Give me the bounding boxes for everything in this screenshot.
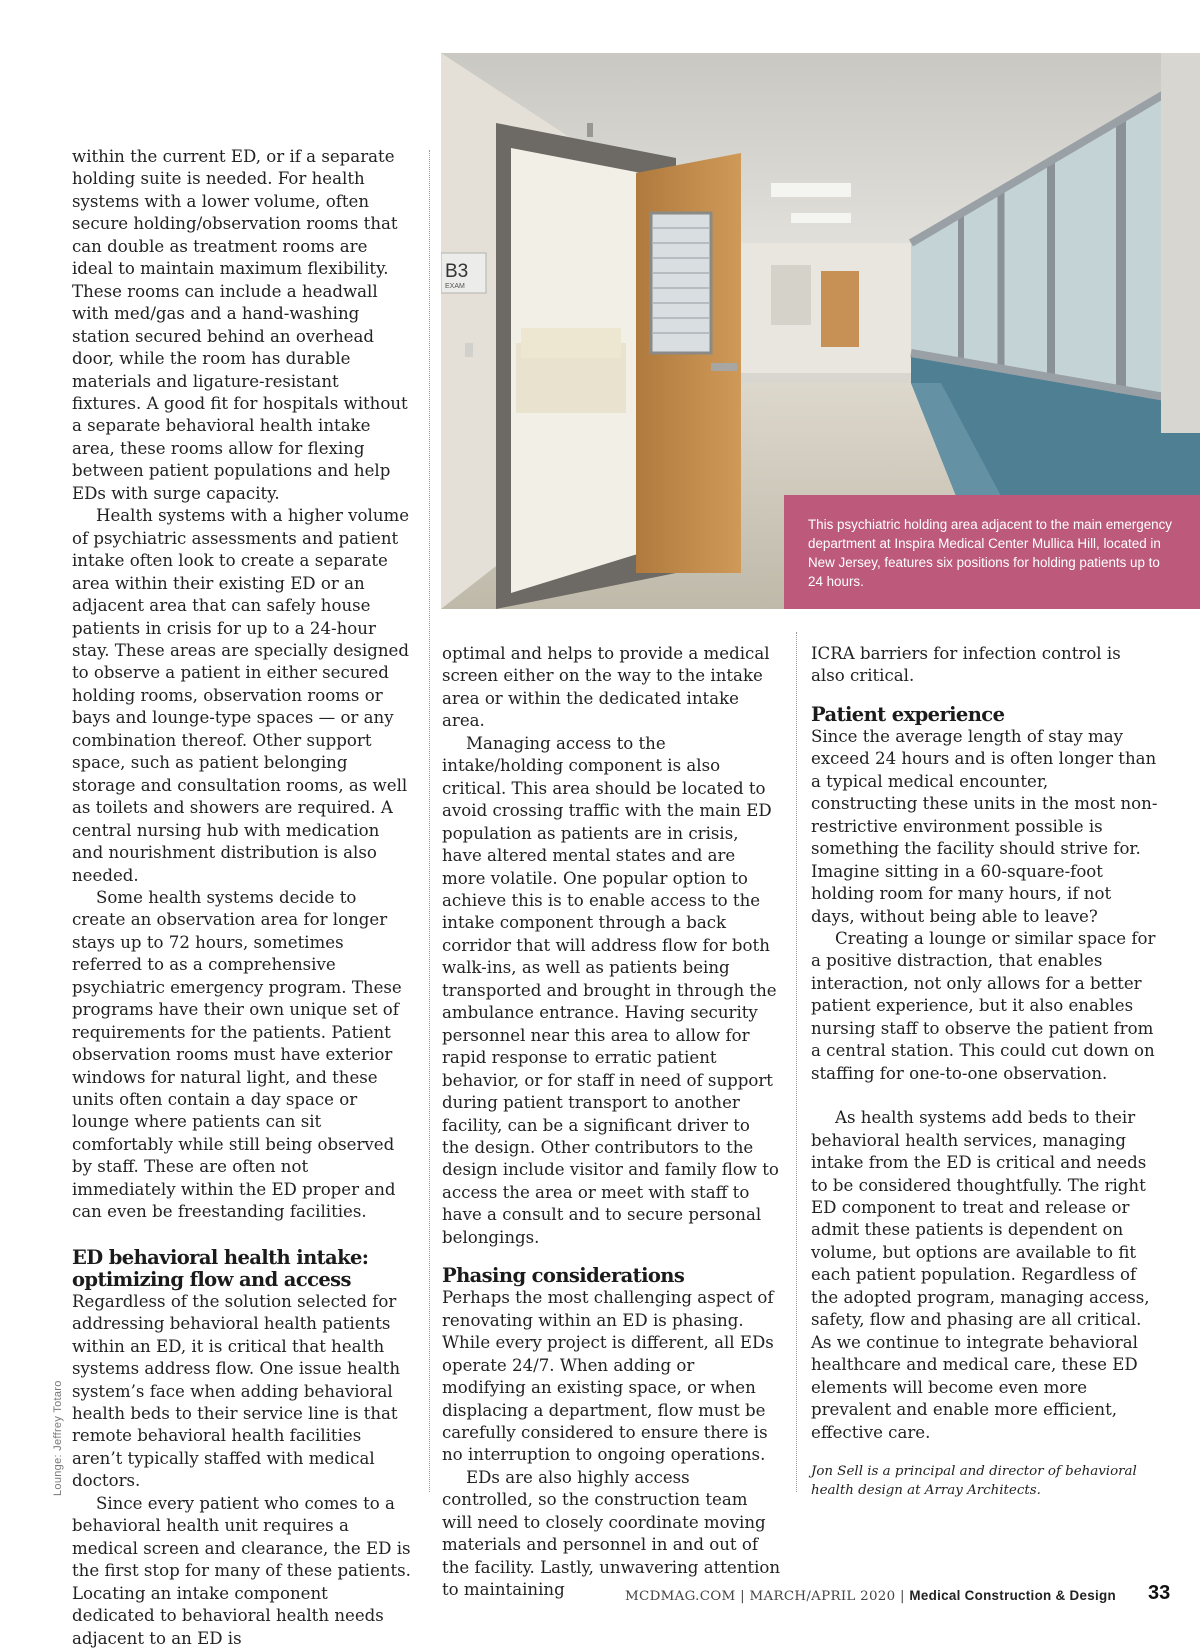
- page-footer: MCDMAG.COM | MARCH/APRIL 2020 | Medical Construction & Design: [625, 1588, 1116, 1604]
- photo-caption: This psychiatric holding area adjacent to the main emergency department at Inspira Medical Center Mullica Hill, located in New Jersey, features six positions for holding patients up to 24 hours.: [784, 495, 1200, 609]
- room-sign-sub: EXAM: [445, 283, 465, 290]
- paragraph: within the current ED, or if a separate holding suite is needed. For health systems with a lower volume, often secure holding/observation rooms that can double as treatment rooms are ideal to maintain maximum flexibility. These rooms can include a headwall with med/gas and a hand-washing station secured behind an overhead door, while the room has durable materials and ligature-resistant fixtures. A good fit for hospitals without a separate behavioral health intake area, these rooms allow for flexing between patient populations and help EDs with surge capacity.: [72, 147, 408, 503]
- footer-issue: MARCH/APRIL 2020: [749, 1589, 896, 1604]
- column-rule-1: [429, 150, 430, 1492]
- paragraph: optimal and helps to provide a medical screen either on the way to the intake area or within the dedicated intake area.: [442, 644, 770, 731]
- paragraph: Creating a lounge or similar space for a positive distraction, that enables interaction, not only allows for a better patient experience, but it also enables nursing staff to observe the patient from a central station. This could cut down on staffing for one-to-one observation.: [811, 928, 1156, 1083]
- article-column-2: [442, 643, 782, 1602]
- photo-credit: Lounge: Jeffrey Totaro: [52, 1380, 64, 1496]
- paragraph: ICRA barriers for infection control is also critical.: [811, 644, 1121, 686]
- paragraph: Managing access to the intake/holding component is also critical. This area should be located to avoid crossing traffic with the main ED population as patients are in crisis, have altered mental states and are more volatile. One popular option to achieve this is to enable access to the intake component through a back corridor that will address flow for both walk-ins, as well as patients being transported and brought in through the ambulance entrance. Having security personnel near this area to allow for rapid response to erratic patient behavior, or for staff in need of support during patient transport to another facility, can be a significant driver to the design. Other contributors to the design include visitor and family flow to access the area or meet with staff to have a consult and to secure personal belongings.: [442, 733, 779, 1247]
- page-number: 33: [1148, 1582, 1171, 1604]
- article-column-1: [72, 146, 412, 1650]
- paragraph: Some health systems decide to create an observation area for longer stays up to 72 hours, sometimes referred to as a comprehensive psychiatric emergency program. These programs have their own unique set of requirements for the patients. Patient observation rooms must have exterior windows for natural light, and these units often contain a day space or lounge where patients can sit comfortably while still being observed by staff. These are often not immediately within the ED proper and can even be freestanding facilities.: [72, 887, 402, 1222]
- footer-magazine: Medical Construction & Design: [909, 1588, 1116, 1603]
- footer-site: MCDMAG.COM: [625, 1589, 736, 1604]
- paragraph: Health systems with a higher volume of psychiatric assessments and patient intake often look to create a separate area within their existing ED or an adjacent area that can safely house patients in crisis for up to a 24-hour stay. These areas are specially designed to observe a patient in either secured holding rooms, observation rooms or bays and lounge-type spaces — or any combination thereof. Other support space, such as patient belonging storage and consultation rooms, as well as toilets and showers are required. A central nursing hub with medication and nourishment distribution is also needed.: [72, 506, 410, 885]
- section-heading-intake: ED behavioral health intake: optimizing flow and access: [72, 1245, 369, 1291]
- paragraph: EDs are also highly access controlled, so the construction team will need to closely coordinate moving materials and personnel in and out of the facility. Lastly, unwavering attention to maintaining: [442, 1467, 781, 1600]
- paragraph: As health systems add beds to their behavioral health services, managing intake from the ED is critical and needs to be considered thoughtfully. The right ED component to treat and release or admit these patients is dependent on volume, but options are available to fit each patient population. Regardless of the adopted program, managing access, safety, flow and phasing are all critical. As we continue to integrate behavioral healthcare and medical care, these ED elements will become even more prevalent and enable more efficient, effective care.: [811, 1108, 1150, 1442]
- paragraph: Regardless of the solution selected for addressing behavioral health patients within an ED, it is critical that health systems address flow. One issue health system’s face when adding behavioral health beds to their service line is that remote behavioral health facilities aren’t typically staffed with medical doctors.: [72, 1291, 401, 1491]
- section-heading-patient-experience: Patient experience: [811, 702, 1005, 726]
- author-byline: Jon Sell is a principal and director of behavioral health design at Array Architects.: [811, 1463, 1137, 1498]
- article-column-3: [811, 643, 1159, 1500]
- paragraph: Since the average length of stay may exceed 24 hours and is often longer than a typical medical encounter, constructing these units in the most non-restrictive environment possible is something the facility should strive for. Imagine sitting in a 60-square-foot holding room for many hours, if not days, without being able to leave?: [811, 726, 1158, 926]
- column-rule-2: [796, 632, 797, 1492]
- paragraph: Since every patient who comes to a behavioral health unit requires a medical screen and clearance, the ED is the first stop for many of these patients. Locating an intake component dedicated to behavioral health needs adjacent to an ED is: [72, 1493, 411, 1648]
- paragraph: Perhaps the most challenging aspect of renovating within an ED is phasing. While every project is different, all EDs operate 24/7. When adding or modifying an existing space, or when displacing a department, flow must be carefully considered to ensure there is no interruption to ongoing operations.: [442, 1288, 774, 1465]
- section-heading-phasing: Phasing considerations: [442, 1264, 685, 1288]
- room-sign-label: B3: [445, 261, 469, 282]
